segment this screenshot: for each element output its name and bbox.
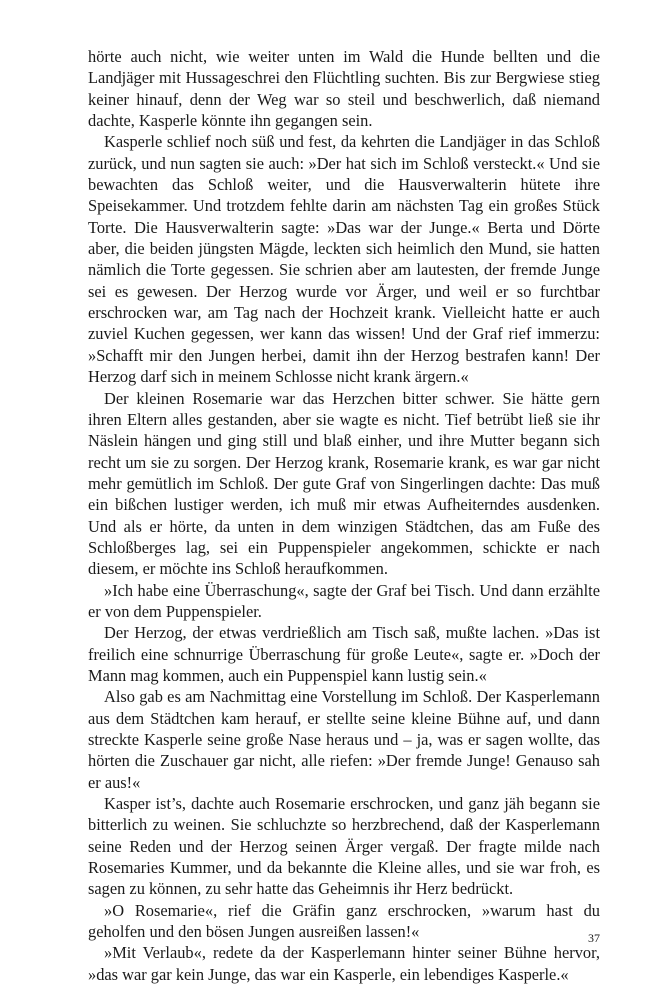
paragraph: hörte auch nicht, wie weiter unten im Wald die Hunde bellten und die Landjäger mit Hussageschrei den Flüchtling suchten. Bis zur Bergwiese stieg keiner hinauf, denn der Weg war so steil und beschwerlich, daß niemand dachte, Kasperle könnte ihn gegangen sein. <box>88 47 600 131</box>
body-text <box>88 46 600 985</box>
paragraph: Also gab es am Nachmittag eine Vorstellung im Schloß. Der Kasperlemann aus dem Städtchen kam herauf, er stellte seine kleine Bühne auf, und dann streckte Kasperle seine große Nase heraus und – ja, was er sagen wollte, das hörten die Zuschauer gar nicht, alle riefen: »Der fremde Junge! Genauso sah er aus!« <box>88 687 600 792</box>
paragraph: »Mit Verlaub«, redete da der Kasperlemann hinter seiner Bühne hervor, »das war gar kein Junge, das war ein Kasperle, ein lebendiges Kasperle.« <box>88 943 600 984</box>
page-number: 37 <box>588 931 600 945</box>
paragraph: Kasperle schlief noch süß und fest, da kehrten die Landjäger in das Schloß zurück, und nun sagten sie auch: »Der hat sich im Schloß versteckt.« Und sie bewachten das Schloß weiter, und die Hausverwalterin hütete ihre Speisekammer. Und trotzdem fehlte darin am nächsten Tag ein großes Stück Torte. Die Hausverwalterin sagte: »Das war der Junge.« Berta und Dörte aber, die beiden jüngsten Mägde, leckten sich heimlich den Mund, sie hatten nämlich die Torte gegessen. Sie schrien aber am lautesten, der fremde Junge sei es gewesen. Der Herzog wurde vor Ärger, und weil er so furchtbar erschrocken war, am Tag nach der Hochzeit krank. Vielleicht hatte er auch zuviel Kuchen gegessen, wer kann das wissen! Und der Graf rief immerzu: »Schafft mir den Jungen herbei, damit ihn der Herzog bestrafen kann! Der Herzog darf sich in meinem Schlosse nicht krank ärgern.« <box>88 132 600 387</box>
paragraph: »O Rosemarie«, rief die Gräfin ganz erschrocken, »warum hast du geholfen und den bösen Jungen ausreißen lassen!« <box>88 900 600 942</box>
paragraph: »Ich habe eine Überraschung«, sagte der Graf bei Tisch. Und dann erzählte er von dem Puppenspieler. <box>88 580 600 621</box>
paragraph: Kasper ist’s, dachte auch Rosemarie erschrocken, und ganz jäh begann sie bitterlich zu weinen. Sie schluchzte so herzbrechend, daß der Kasperlemann seine Reden und der Herzog seinen Ärger vergaß. Der fragte milde nach Rosemaries Kummer, und da bekannte die Kleine alles, und sie war froh, es sagen zu können, zu sehr hatte das Geheimnis ihr Herz bedrückt. <box>88 794 600 899</box>
paragraph: Der Herzog, der etwas verdrießlich am Tisch saß, mußte lachen. »Das ist freilich eine schnurrige Überraschung für große Leute«, sagte er. »Doch der Mann mag kommen, auch ein Puppenspiel kann lustig sein.« <box>88 623 600 685</box>
paragraph: Der kleinen Rosemarie war das Herzchen bitter schwer. Sie hätte gern ihren Eltern alles gestanden, aber sie wagte es nicht. Tief betrübt ließ sie ihr Näslein hängen und ging still und blaß einher, und ihre Mutter begann sich recht um sie zu sorgen. Der Herzog krank, Rosemarie krank, es war gar nicht mehr gemütlich im Schloß. Der gute Graf von Singerlingen dachte: Das muß ein bißchen lustiger werden, ich muß mir etwas Aufheiterndes ausdenken. Und als er hörte, da unten in dem winzigen Städtchen, das am Fuße des Schloßberges lag, sei ein Puppenspieler angekommen, schickte er nach diesem, er möchte ins Schloß heraufkommen. <box>88 388 600 579</box>
